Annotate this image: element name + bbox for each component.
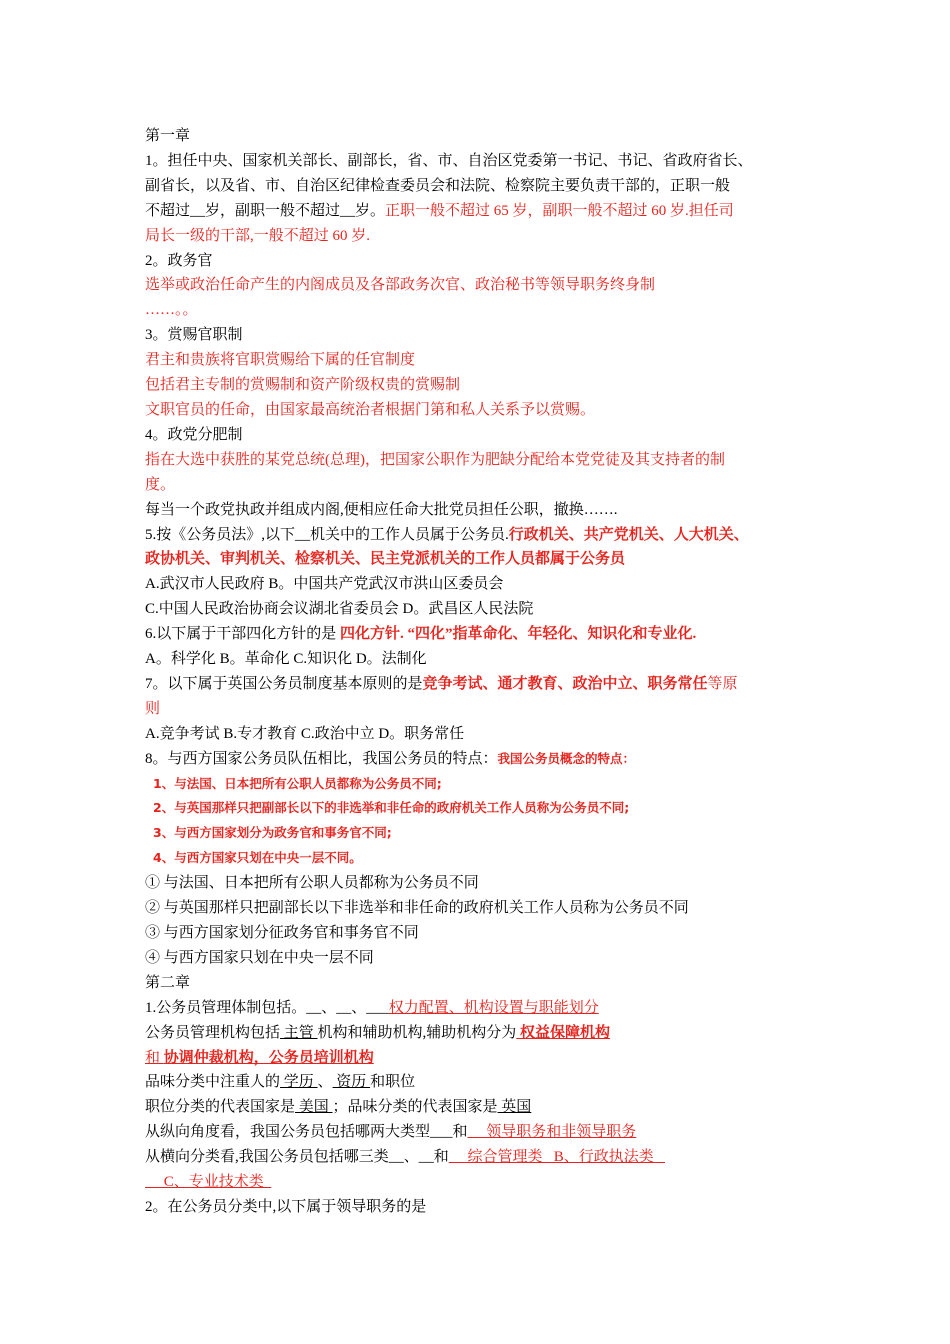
question-5-text: 5.按《公务员法》,以下__机关中的工作人员属于公务员. <box>145 526 509 543</box>
ch2-country-text-1: 职位分类的代表国家是 <box>145 1099 296 1116</box>
chapter-1-heading: 第一章 <box>145 128 191 144</box>
ch2-rank-line <box>145 1070 825 1095</box>
ch2-rank-answer-2: 资历 <box>332 1074 371 1091</box>
question-3-answer-3: 文职官员的任命，由国家最高统治者根据门第和私人关系予以赏赐。 <box>145 401 596 418</box>
question-2-title: 2。政务官 <box>145 252 213 269</box>
question-5-answer-cont: 政协机关、审判机关、检察机关、民主党派机关的工作人员都属于公务员 <box>145 551 626 568</box>
ch2-management-answer-1: 主管 <box>280 1024 318 1041</box>
question-7-options: A.竞争考试 B.专才教育 C.政治中立 D。职务常任 <box>145 725 465 742</box>
ch2-management-line <box>145 1021 825 1046</box>
ch2-rank-answer-1: 学历 <box>280 1074 318 1091</box>
ch2-management-line-2 <box>145 1046 825 1071</box>
question-1-answer: 正职一般不超过 65 岁，副职一般不超过 60 岁.担任司 <box>385 202 734 219</box>
question-1-blank-text: 不超过__岁，副职一般不超过__岁。 <box>145 202 386 219</box>
ch2-horizontal-line-2 <box>145 1170 825 1195</box>
question-7-line <box>145 672 825 697</box>
question-2-answer-cont: ……。。 <box>145 302 198 319</box>
ch2-horizontal-text: 从横向分类看,我国公务员包括哪三类__、__和 <box>145 1149 449 1166</box>
ch2-rank-text-1: 品味分类中注重人的 <box>145 1074 281 1091</box>
question-7-text: 7。以下属于英国公务员制度基本原则的是 <box>145 675 423 692</box>
ch2-management-text-2: 机构和辅助机构,辅助机构分为 <box>317 1024 517 1041</box>
question-2-answer: 选举或政治任命产生的内阁成员及各部政务次官、政治秘书等领导职务终身制 <box>145 277 656 294</box>
question-1-line-3 <box>145 199 825 224</box>
ch2-horizontal-answer: 综合管理类 B、行政执法类 <box>448 1149 666 1166</box>
question-8-option-2: ② 与英国那样只把副部长以下非选举和非任命的政府机关工作人员称为公务员不同 <box>145 900 689 917</box>
ch2-country-answer-1: 美国 <box>295 1099 333 1116</box>
question-4-answer: 指在大选中获胜的某党总统(总理)，把国家公职作为肥缺分配给本党党徒及其支持者的制 <box>145 451 725 468</box>
question-4-note: 每当一个政党执政并组成内阁,便相应任命大批党员担任公职，撤换……. <box>145 501 618 518</box>
question-8-answer-heading: 我国公务员概念的特点： <box>497 750 636 766</box>
ch2-question-1-answer: 权力配置、机构设置与职能划分 <box>388 999 599 1016</box>
question-6-answer: 四化方针. “四化”指革命化、年轻化、知识化和专业化. <box>340 626 697 643</box>
question-5-line <box>145 523 825 548</box>
ch2-vertical-line <box>145 1120 825 1145</box>
ch2-horizontal-answer-cont: C、专业技术类 <box>145 1174 272 1191</box>
ch2-question-2-line: 2。在公务员分类中,以下属于领导职务的是 <box>145 1198 427 1215</box>
question-6-line <box>145 622 825 647</box>
ch2-management-answer-2: 权益保障机构 <box>516 1024 611 1041</box>
question-8-answer-4: 4、与西方国家只划在中央一层不同。 <box>153 850 362 866</box>
question-3-answer-1: 君主和贵族将官职赏赐给下属的任官制度 <box>145 352 416 369</box>
ch2-question-1-text: 1.公务员管理体制包括。__、__、___ <box>145 999 389 1016</box>
ch2-rank-text-2: 和职位 <box>370 1074 416 1091</box>
ch2-question-1-line <box>145 996 825 1021</box>
ch2-management-answer-3: 协调仲裁机构，公务员培训机构 <box>163 1049 374 1066</box>
ch2-management-text-1: 公务员管理机构包括 <box>145 1024 281 1041</box>
question-7-answer-cont: 则 <box>145 700 161 717</box>
question-7-answer-tail: 等原 <box>707 675 738 692</box>
question-4-title: 4。政党分肥制 <box>145 426 243 443</box>
document-page <box>145 124 825 1220</box>
question-5-answer: 行政机关、共产党机关、人大机关、 <box>508 526 749 543</box>
question-4-answer-cont: 度。 <box>145 476 176 493</box>
question-6-options: A。科学化 B。革命化 C.知识化 D。法制化 <box>145 651 427 668</box>
question-5-options-1: A.武汉市人民政府 B。中国共产党武汉市洪山区委员会 <box>145 576 504 593</box>
question-8-answer-2: 2、与英国那样只把副部长以下的非选举和非任命的政府机关工作人员称为公务员不同; <box>153 800 630 816</box>
question-8-answer-3: 3、与西方国家划分为政务官和事务官不同; <box>153 825 392 841</box>
question-7-answer: 竞争考试、通才教育、政治中立、职务常任 <box>422 675 708 692</box>
ch2-horizontal-line <box>145 1145 825 1170</box>
question-8-option-3: ③ 与西方国家划分征政务官和事务官不同 <box>145 925 419 941</box>
question-8-option-1: ① 与法国、日本把所有公职人员都称为公务员不同 <box>145 875 479 892</box>
question-1-answer-cont: 局长一级的干部,一般不超过 60 岁. <box>145 227 371 244</box>
ch2-rank-sep: 、 <box>317 1074 333 1091</box>
question-8-text: 8。与西方国家公务员队伍相比，我国公务员的特点： <box>145 750 498 767</box>
question-1-line-2: 副省长，以及省、市、自治区纪律检查委员会和法院、检察院主要负责干部的，正职一般 <box>145 177 731 194</box>
question-5-options-2: C.中国人民政治协商会议湖北省委员会 D。武昌区人民法院 <box>145 601 534 618</box>
question-8-line <box>145 747 825 772</box>
chapter-2-heading: 第二章 <box>145 974 191 991</box>
question-3-title: 3。赏赐官职制 <box>145 327 243 344</box>
question-1-line-1: 1。担任中央、国家机关部长、副部长，省、市、自治区党委第一书记、书记、省政府省长、 <box>145 152 753 169</box>
question-6-text: 6.以下属于干部四化方针的是 <box>145 626 341 643</box>
ch2-country-line <box>145 1095 825 1120</box>
ch2-management-and: 和 <box>145 1049 164 1066</box>
question-8-option-4: ④ 与西方国家只划在中央一层不同 <box>145 949 374 966</box>
question-8-answer-1: 1、与法国、日本把所有公职人员都称为公务员不同; <box>153 775 442 791</box>
question-3-answer-2: 包括君主专制的赏赐制和资产阶级权贵的赏赐制 <box>145 377 461 394</box>
ch2-vertical-text: 从纵向角度看，我国公务员包括哪两大类型___和 <box>145 1124 468 1141</box>
ch2-vertical-answer: 领导职务和非领导职务 <box>467 1124 637 1141</box>
ch2-country-answer-2: 英国 <box>497 1099 532 1116</box>
ch2-country-text-2: ；品味分类的代表国家是 <box>332 1099 498 1116</box>
